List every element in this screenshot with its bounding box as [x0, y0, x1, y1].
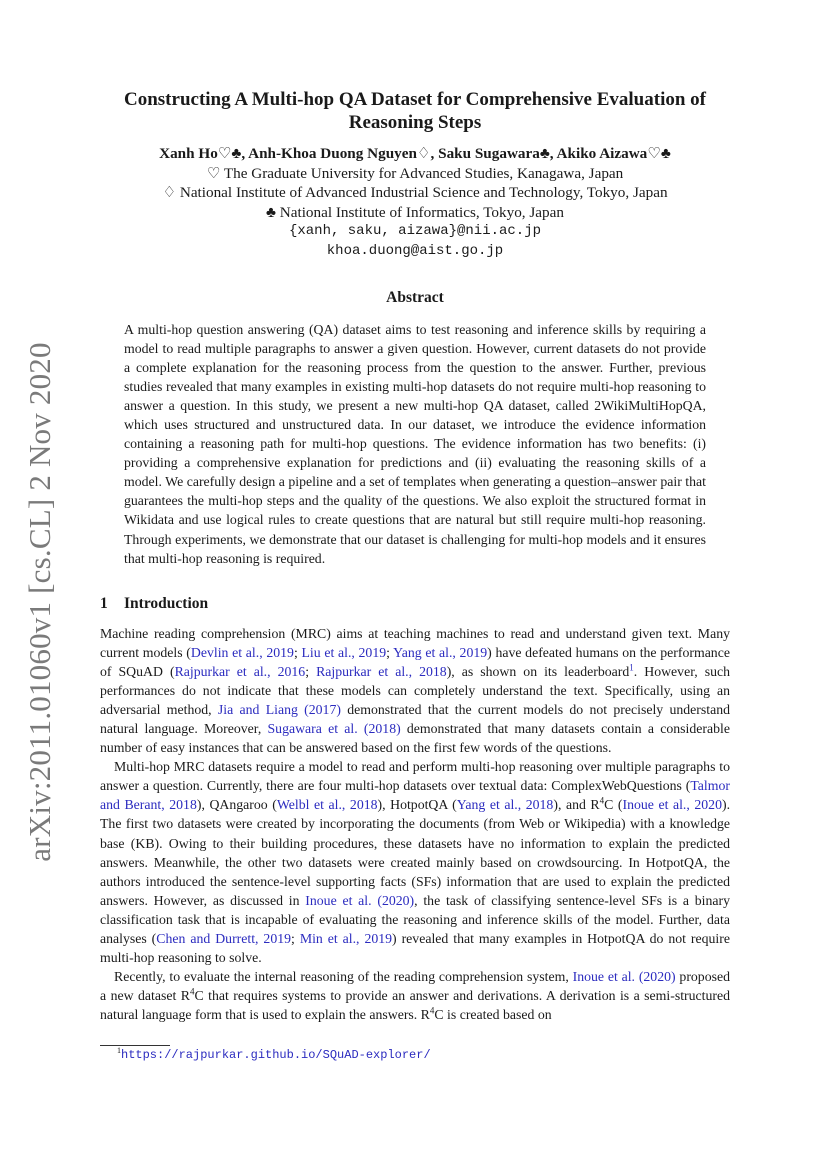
footnote [117, 1048, 431, 1062]
text-run: demonstrated that many datasets contain a considerable number of easy instances that can be answered based on the first few words of the questions. [100, 721, 730, 756]
section-number: 1 [100, 595, 108, 612]
footnote-url-link[interactable]: https://rajpurkar.github.io/SQuAD-explorer/ [121, 1048, 431, 1062]
citation-link[interactable]: Rajpurkar et al., 2018 [316, 664, 447, 680]
author-block [90, 144, 740, 262]
citation-link[interactable]: Jia and Liang (2017) [217, 702, 341, 718]
arxiv-identifier-text: arXiv:2011.01060v1 [cs.CL] 2 Nov 2020 [22, 342, 57, 862]
affiliation-1: ♡ The Graduate University for Advanced Studies, Kanagawa, Japan [206, 164, 624, 182]
text-run: Recently, to evaluate the internal reasoning of the reading comprehension system, [114, 968, 573, 984]
affiliation-3: ♣ National Institute of Informatics, Tokyo, Japan [266, 203, 564, 221]
citation-link[interactable]: Welbl et al., 2018 [276, 797, 378, 813]
text-run: ; [291, 930, 300, 946]
text-run: demonstrated that the current models do not precisely understand natural language. Moreover, [100, 702, 730, 737]
superscript: 4 [429, 1005, 435, 1016]
text-run: . However, such performances do not indicate that these models can completely understand the text. Specifically, using an adversarial method, [100, 664, 730, 718]
paper-title: Constructing A Multi-hop QA Dataset for Comprehensive Evaluation of Reasoning Steps [124, 89, 706, 133]
citation-link[interactable]: Talmor and Berant, 2018 [100, 778, 730, 813]
footnote-divider [100, 1045, 170, 1046]
citation-link[interactable]: Yang et al., 2019 [393, 645, 488, 661]
section-title: Introduction [124, 595, 209, 612]
text-run: ), and R [553, 797, 600, 813]
text-run: ; [386, 645, 394, 661]
paragraph-3 [100, 967, 730, 1024]
text-run: ; [293, 645, 302, 661]
affiliation-2: ♢ National Institute of Advanced Industrial Science and Technology, Tokyo, Japan [162, 184, 668, 202]
citation-link[interactable]: Yang et al., 2018 [456, 797, 554, 813]
text-run: , the task of classifying sentence-level SFs is a binary classification task that is incapable of evaluating the reasoning and inference skills of the model. Further, data analyses ( [100, 892, 730, 946]
superscript: 4 [189, 986, 195, 997]
text-run: ; [305, 664, 317, 680]
citation-link[interactable]: Liu et al., 2019 [301, 645, 387, 661]
citation-link[interactable]: Sugawara et al. (2018) [267, 721, 401, 737]
text-run: C ( [604, 797, 623, 813]
paragraph-1 [100, 624, 730, 757]
email-line-1: {xanh, saku, aizawa}@nii.ac.jp [288, 223, 542, 240]
text-run: ) have defeated humans on the performance of SQuAD ( [100, 645, 730, 680]
citation-link[interactable]: Inoue et al. (2020) [572, 968, 676, 984]
text-run: C that requires systems to provide an answer and derivations. A derivation is a semi-structured natural language form that is used to explain the answers. R [100, 987, 731, 1022]
citation-link[interactable]: Inoue et al., 2020 [622, 797, 722, 813]
citation-link[interactable]: Rajpurkar et al., 2016 [174, 664, 306, 680]
citation-link[interactable]: Devlin et al., 2019 [190, 645, 294, 661]
text-run: Multi-hop MRC datasets require a model to read and perform multi-hop reasoning over multiple paragraphs to answer a question. Currently, there are four multi-hop datasets over textual data: ComplexWebQuestions ( [100, 759, 730, 794]
footnote-number: 1 [117, 1046, 121, 1055]
text-run: Machine reading comprehension (MRC) aims at teaching machines to read and understand given text. Many current models ( [100, 626, 730, 661]
section-heading [100, 595, 208, 613]
citation-link[interactable]: Chen and Durrett, 2019 [156, 930, 292, 946]
text-run: ), HotpotQA ( [377, 797, 457, 813]
citation-link[interactable]: Inoue et al. (2020) [305, 892, 415, 908]
text-run: C is created based on [434, 1006, 552, 1022]
abstract-heading: Abstract [386, 289, 444, 306]
footnote-marker[interactable]: 1 [629, 662, 634, 673]
text-run: ), as shown on its leaderboard [446, 664, 630, 680]
author-names: Xanh Ho♡♣, Anh-Khoa Duong Nguyen♢, Saku Sugawara♣, Akiko Aizawa♡♣ [159, 145, 671, 162]
abstract-text: A multi-hop question answering (QA) dataset aims to test reasoning and inference skills by requiring a model to read multiple paragraphs to answer a given question. However, current datasets do not provide a complete explanation for the reasoning process from the question to the answer. Further, previous studies revealed that many examples in existing multi-hop datasets do not require multi-hop reasoning to answer a question. In this study, we present a new multi-hop QA dataset, called 2WikiMultiHopQA, which uses structured and unstructured data. In our dataset, we introduce the evidence information containing a reasoning path for multi-hop questions. The evidence information has two benefits: (i) providing a comprehensive explanation for predictions and (ii) evaluating the reasoning skills of a model. We carefully design a pipeline and a set of templates when generating a question–answer pair that guarantees the multi-hop steps and the quality of the questions. We also exploit the structured format in Wikidata and use logical rules to create questions that are natural but still require multi-hop reasoning. Through experiments, we demonstrate that our dataset is challenging for multi-hop models and it ensures that multi-hop reasoning is required. [124, 322, 706, 566]
superscript: 4 [599, 795, 605, 806]
email-line-2: khoa.duong@aist.go.jp [326, 242, 504, 259]
body-text [100, 624, 730, 1024]
arxiv-identifier-stamp [20, 342, 60, 862]
text-run: ) revealed that many examples in HotpotQA do not require multi-hop reasoning to solve. [100, 930, 730, 965]
text-run: proposed a new dataset R [100, 968, 730, 1003]
citation-link[interactable]: Min et al., 2019 [299, 930, 393, 946]
text-run: ). The first two datasets were created by incorporating the documents (from Web or Wikipedia) with a knowledge base (KB). Owing to their building procedures, these datasets have no information to explain the predicted answers. Meanwhile, the other two datasets were created mainly based on crowdsourcing. In HotpotQA, the authors introduced the sentence-level supporting facts (SFs) information that are used to explain the predicted answers. However, as discussed in [100, 797, 731, 908]
text-run: ), QAngaroo ( [196, 797, 277, 813]
paragraph-2 [100, 757, 730, 967]
